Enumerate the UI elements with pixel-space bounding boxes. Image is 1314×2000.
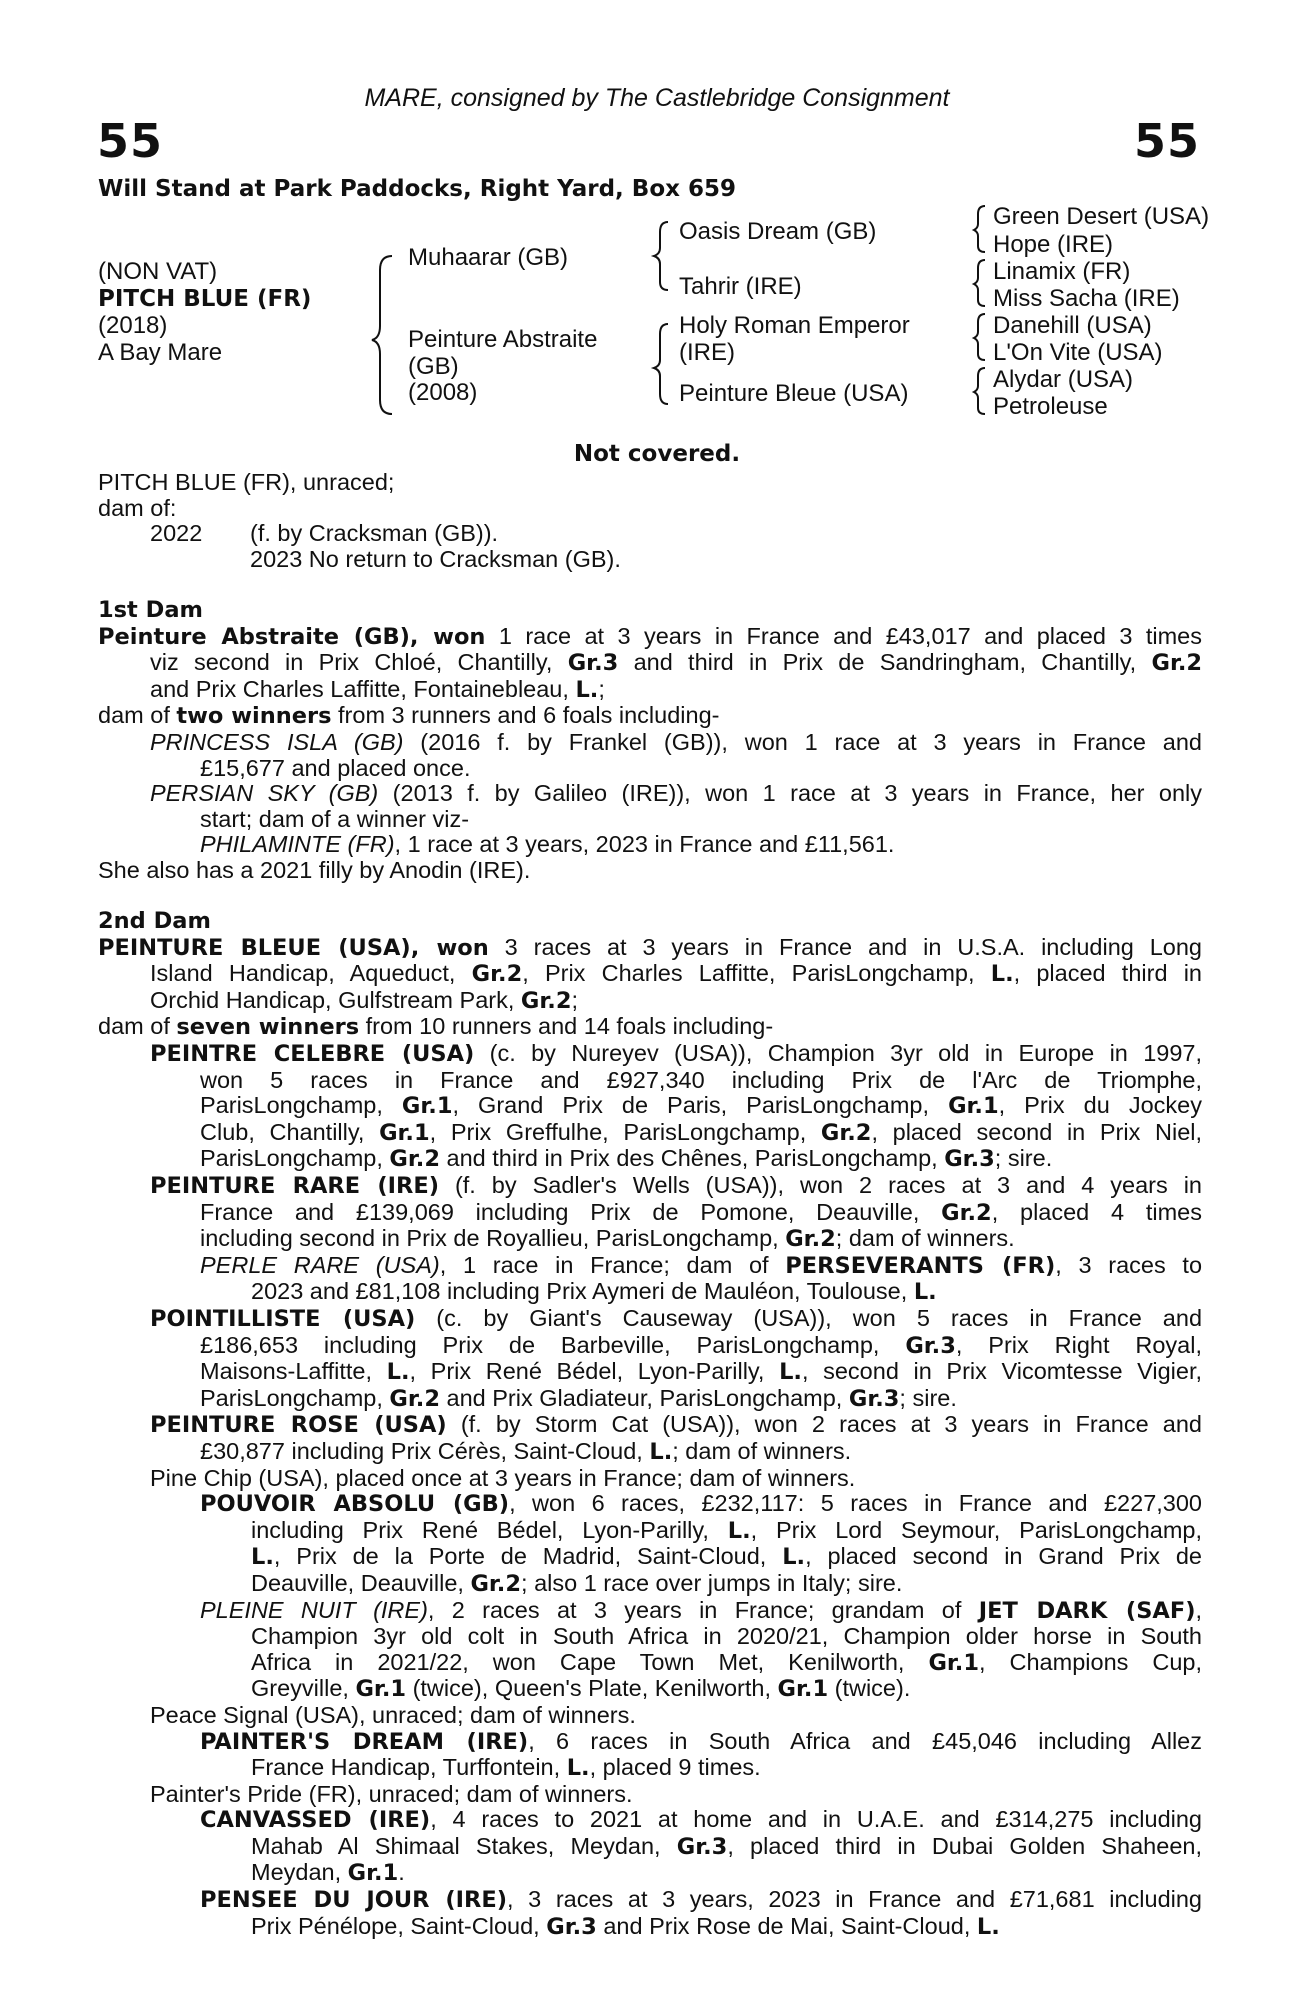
pouvoir-absolu-1: POUVOIR ABSOLU (GB), won 6 races, £232,117: 5 races in France and £227,300 xyxy=(200,1490,1203,1518)
grandparent-8: Petroleuse xyxy=(993,393,1108,420)
peinture-rose-1: PEINTURE ROSE (USA) (f. by Storm Cat (USA)), won 2 races at 3 years in France and xyxy=(150,1411,1202,1439)
produce-year: 2022 xyxy=(150,520,203,547)
stand-location: Will Stand at Park Paddocks, Right Yard, Box 659 xyxy=(98,176,736,202)
grandparent-3: Linamix (FR) xyxy=(993,258,1131,285)
horse-name: PITCH BLUE (FR) xyxy=(98,286,312,312)
canvassed-3: Meydan, Gr.1. xyxy=(251,1859,405,1887)
painters-pride: Painter's Pride (FR), unraced; dam of winners. xyxy=(150,1780,633,1807)
brace-gen3-2 xyxy=(974,260,985,306)
second-dam-line-2: Island Handicap, Aqueduct, Gr.2, Prix Charles Laffitte, ParisLongchamp, L., placed third in xyxy=(150,960,1202,988)
produce-dam-of: dam of: xyxy=(98,494,177,521)
pensee-du-jour-1: PENSEE DU JOUR (IRE), 3 races at 3 years, 2023 in France and £71,681 including xyxy=(200,1886,1202,1914)
first-dam-produce-2-cont: start; dam of a winner viz- xyxy=(200,805,470,832)
peinture-rose-2: £30,877 including Prix Cérès, Saint-Cloud, L.; dam of winners. xyxy=(200,1437,852,1465)
peintre-celebre-4: Club, Chantilly, Gr.1, Prix Greffulhe, ParisLongchamp, Gr.2, placed second in Prix Niel, xyxy=(200,1118,1203,1146)
pointilliste-4: ParisLongchamp, Gr.2 and Prix Gladiateur, ParisLongchamp, Gr.3; sire. xyxy=(200,1384,957,1412)
perle-rare-2: 2023 and £81,108 including Prix Aymeri de Mauléon, Toulouse, L. xyxy=(251,1278,937,1306)
dam-sire-line-2: (IRE) xyxy=(679,339,735,366)
pleine-nuit-2: Champion 3yr old colt in South Africa in 2020/21, Champion older horse in South xyxy=(251,1623,1202,1650)
produce-entry-2022 xyxy=(98,521,1202,547)
pleine-nuit-4: Greyville, Gr.1 (twice), Queen's Plate, Kenilworth, Gr.1 (twice). xyxy=(251,1675,911,1703)
sire-dam: Tahrir (IRE) xyxy=(679,273,802,300)
second-dam-line-1: PEINTURE BLEUE (USA), won 3 races at 3 years in France and in U.S.A. including Long xyxy=(98,933,1203,961)
horse-description: A Bay Mare xyxy=(98,339,223,366)
first-dam-produce-1: PRINCESS ISLA (GB) (2016 f. by Frankel (GB)), won 1 race at 3 years in France and xyxy=(150,728,1202,755)
first-dam-line-2: viz second in Prix Chloé, Chantilly, Gr.3 and third in Prix de Sandringham, Chantilly, Gr.2 xyxy=(150,649,1203,677)
pedigree-braces xyxy=(0,0,1314,440)
pensee-du-jour-2: Prix Pénélope, Saint-Cloud, Gr.3 and Prix Rose de Mai, Saint-Cloud, L. xyxy=(251,1912,1000,1940)
sire-sire: Oasis Dream (GB) xyxy=(679,218,877,245)
pleine-nuit-3: Africa in 2021/22, won Cape Town Met, Kenilworth, Gr.1, Champions Cup, xyxy=(251,1648,1203,1676)
covering-status: Not covered. xyxy=(573,441,741,467)
first-dam-produce-1-cont: £15,677 and placed once. xyxy=(200,754,471,781)
peintre-celebre-5: ParisLongchamp, Gr.2 and third in Prix des Chênes, ParisLongchamp, Gr.3; sire. xyxy=(200,1145,1053,1173)
first-dam-name: Peinture Abstraite (GB) xyxy=(98,623,410,650)
first-dam-line-1: Peinture Abstraite (GB), won 1 race at 3 years in France and £43,017 and placed 3 times xyxy=(98,622,1202,650)
second-dam-line-3: Orchid Handicap, Gulfstream Park, Gr.2; xyxy=(150,986,579,1014)
brace-gen1 xyxy=(372,256,392,414)
brace-gen2-bottom xyxy=(654,324,668,404)
consignor-line: MARE, consigned by The Castlebridge Consignment xyxy=(364,84,950,112)
first-dam-note: She also has a 2021 filly by Anodin (IRE). xyxy=(98,856,531,883)
dam-line-2: (GB) xyxy=(408,353,459,380)
vat-status: (NON VAT) xyxy=(98,258,218,285)
grandparent-1: Green Desert (USA) xyxy=(993,203,1210,230)
second-dam-title: 2nd Dam xyxy=(98,908,211,935)
pouvoir-absolu-2: including Prix René Bédel, Lyon-Parilly, L., Prix Lord Seymour, ParisLongchamp, xyxy=(251,1516,1203,1544)
brace-gen3-1 xyxy=(974,206,985,252)
peintre-celebre-3: ParisLongchamp, Gr.1, Grand Prix de Paris, ParisLongchamp, Gr.1, Prix du Jockey xyxy=(200,1092,1202,1120)
peinture-rare-1: PEINTURE RARE (IRE) (f. by Sadler's Wells (USA)), won 2 races at 3 and 4 years in xyxy=(150,1172,1203,1200)
pointilliste-3: Maisons-Laffitte, L., Prix René Bédel, Lyon-Parilly, L., second in Prix Vicomtesse Vigier, xyxy=(200,1358,1203,1386)
pleine-nuit-1: PLEINE NUIT (IRE), 2 races at 3 years in France; grandam of JET DARK (SAF), xyxy=(200,1596,1203,1624)
painters-dream-2: France Handicap, Turffontein, L., placed 9 times. xyxy=(251,1754,761,1782)
brace-gen3-3 xyxy=(974,314,985,360)
grandparent-6: L'On Vite (USA) xyxy=(993,339,1163,366)
sire: Muhaarar (GB) xyxy=(408,244,569,271)
grandparent-5: Danehill (USA) xyxy=(993,312,1152,339)
brace-gen2-top xyxy=(654,222,668,290)
perle-rare-1: PERLE RARE (USA), 1 race in France; dam of PERSEVERANTS (FR), 3 races to xyxy=(200,1251,1203,1279)
produce-entry-2023: 2023 No return to Cracksman (GB). xyxy=(250,545,621,572)
peintre-celebre-2: won 5 races in France and £927,340 including Prix de l'Arc de Triomphe, xyxy=(200,1066,1202,1093)
pouvoir-absolu-3: L., Prix de la Porte de Madrid, Saint-Cloud, L., placed second in Grand Prix de xyxy=(251,1543,1202,1571)
catalogue-body xyxy=(98,470,1202,1940)
pine-chip: Pine Chip (USA), placed once at 3 years in France; dam of winners. xyxy=(150,1464,856,1491)
painters-dream-1: PAINTER'S DREAM (IRE), 6 races in South Africa and £45,046 including Allez xyxy=(200,1727,1203,1755)
brace-gen3-4 xyxy=(974,368,985,414)
grandparent-2: Hope (IRE) xyxy=(993,231,1114,258)
lot-number-right: 55 xyxy=(1133,114,1200,168)
dam-dam: Peinture Bleue (USA) xyxy=(679,380,909,407)
dam-line-3: (2008) xyxy=(408,379,478,406)
first-dam-title: 1st Dam xyxy=(98,596,203,623)
peinture-rare-3: including second in Prix de Royallieu, ParisLongchamp, Gr.2; dam of winners. xyxy=(200,1225,1015,1253)
pointilliste-2: £186,653 including Prix de Barbeville, ParisLongchamp, Gr.3, Prix Right Royal, xyxy=(200,1331,1203,1359)
grandparent-4: Miss Sacha (IRE) xyxy=(993,285,1180,312)
peace-signal: Peace Signal (USA), unraced; dam of winners. xyxy=(150,1701,636,1728)
canvassed-2: Mahab Al Shimaal Stakes, Meydan, Gr.3, placed third in Dubai Golden Shaheen, xyxy=(251,1832,1202,1860)
second-dam-line-4: dam of seven winners from 10 runners and 14 foals including- xyxy=(98,1013,774,1041)
pouvoir-absolu-4: Deauville, Deauville, Gr.2; also 1 race over jumps in Italy; sire. xyxy=(251,1569,903,1597)
lot-number-left: 55 xyxy=(97,114,164,168)
first-dam-line-3: and Prix Charles Laffitte, Fontainebleau, L.; xyxy=(150,675,605,703)
pointilliste-1: POINTILLISTE (USA) (c. by Giant's Causeway (USA)), won 5 races in France and xyxy=(150,1305,1203,1332)
grandparent-7: Alydar (USA) xyxy=(993,366,1134,393)
produce-entry-text: (f. by Cracksman (GB)). xyxy=(250,520,499,547)
peintre-celebre-1: PEINTRE CELEBRE (USA) (c. by Nureyev (USA)), Champion 3yr old in Europe in 1997, xyxy=(150,1040,1202,1068)
dam-line-1: Peinture Abstraite xyxy=(408,326,598,353)
peinture-rare-2: France and £139,069 including Prix de Pomone, Deauville, Gr.2, placed 4 times xyxy=(200,1198,1202,1226)
horse-year: (2018) xyxy=(98,312,168,339)
produce-intro: PITCH BLUE (FR), unraced; xyxy=(98,469,395,495)
first-dam-line-4: dam of two winners from 3 runners and 6 foals including- xyxy=(98,702,720,730)
first-dam-grandproduce: PHILAMINTE (FR), 1 race at 3 years, 2023 in France and £11,561. xyxy=(200,831,895,858)
canvassed-1: CANVASSED (IRE), 4 races to 2021 at home and in U.A.E. and £314,275 including xyxy=(200,1806,1202,1834)
first-dam-produce-2: PERSIAN SKY (GB) (2013 f. by Galileo (IRE)), won 1 race at 3 years in France, her only xyxy=(150,780,1203,807)
dam-sire-line-1: Holy Roman Emperor xyxy=(679,312,910,339)
